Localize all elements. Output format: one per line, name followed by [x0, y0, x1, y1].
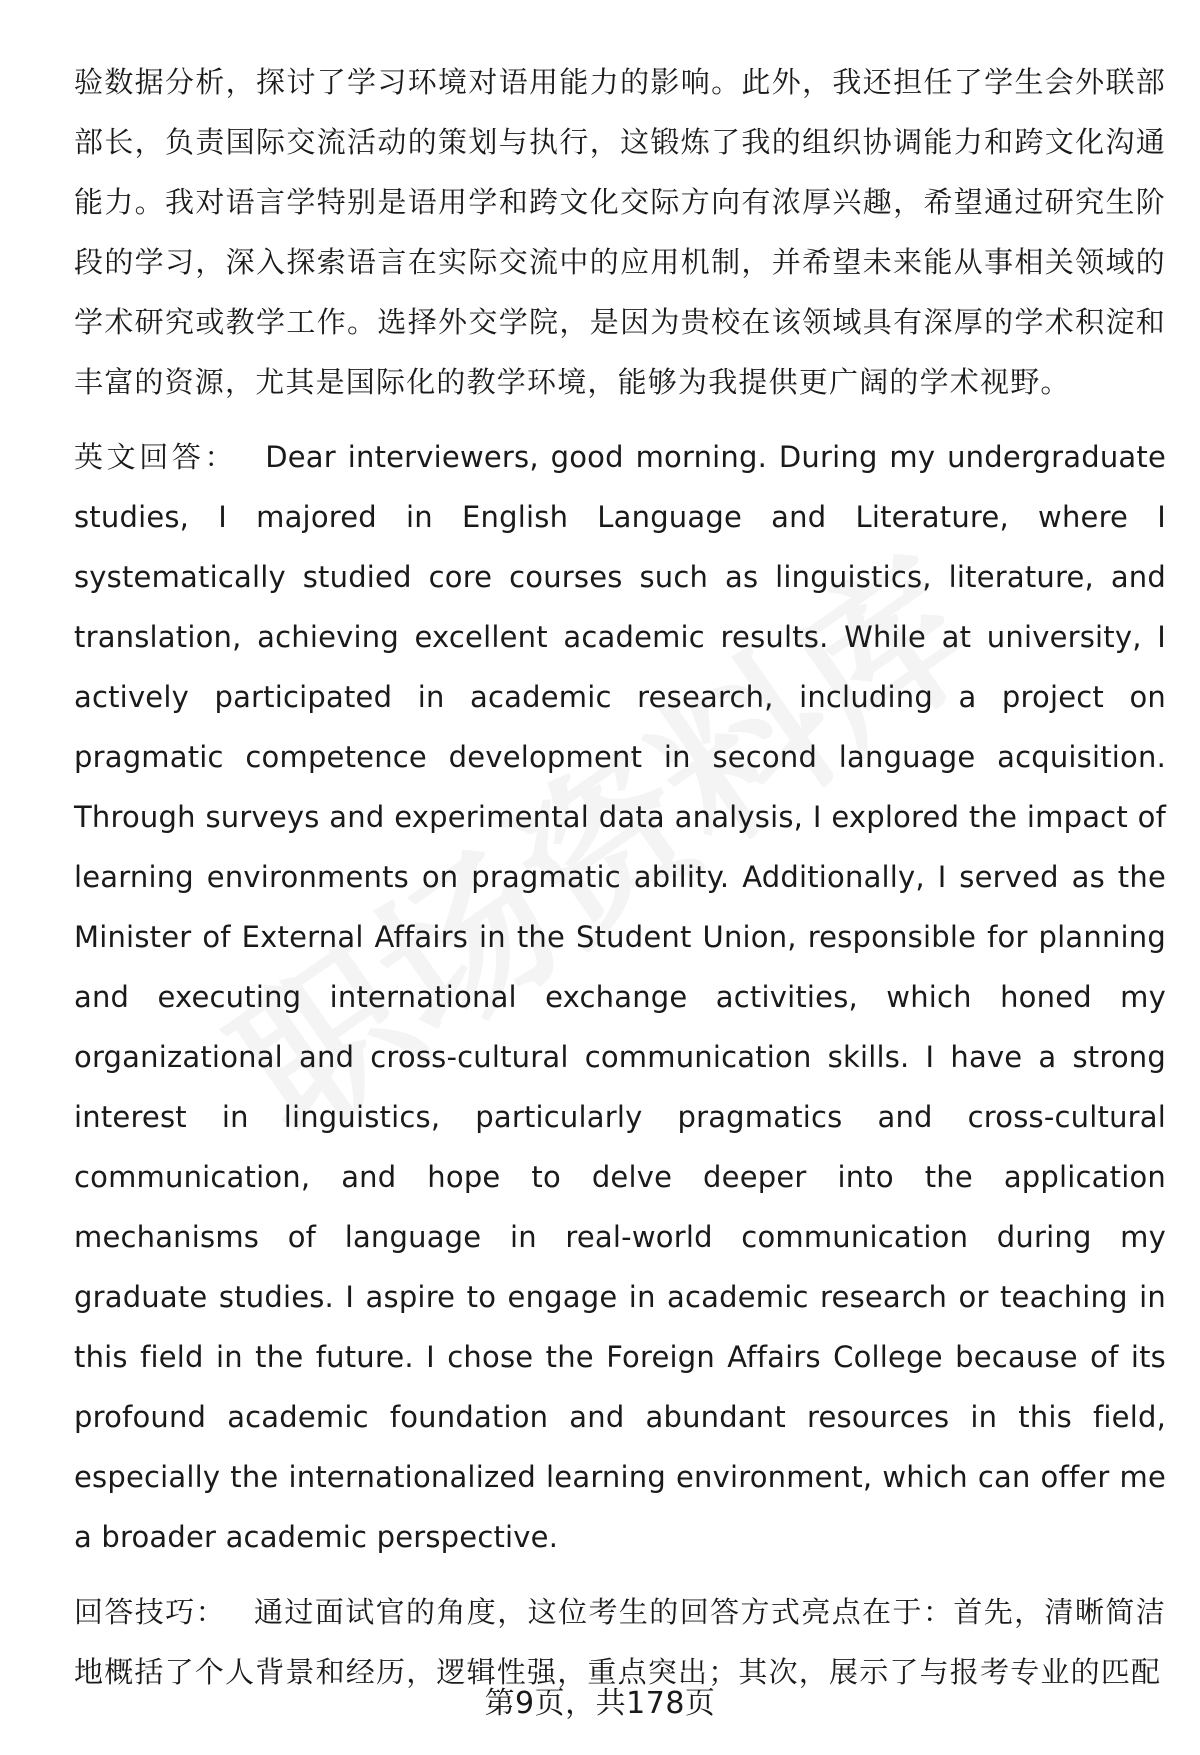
paragraph-english-answer [74, 427, 1166, 1567]
paragraph-label: 英文回答： [74, 440, 238, 474]
page-number: 第9页，共178页 [484, 1686, 716, 1721]
document-body [74, 52, 1166, 1702]
paragraph-text: 通过面试官的角度，这位考生的回答方式亮点在于：首先，清晰简洁地概括了个人背景和经历，逻辑性强，重点突出；其次，展示了与报考专业的匹配 [74, 1595, 1166, 1689]
paragraph-text: Dear interviewers, good morning. During my undergraduate studies, I majored in English Language and Literature, where I systematically studied core courses such as linguistics, literature, and translation, achieving excellent academic results. While at university, I actively participated in academic research, including a project on pragmatic competence development in second language acquisition. Through surveys and experimental data analysis, I explored the impact of learning environments on pragmatic ability. Additionally, I served as the Minister of External Affairs in the Student Union, responsible for planning and executing international exchange activities, which honed my organizational and cross-cultural communication skills. I have a strong interest in linguistics, particularly pragmatics and cross-cultural communication, and hope to delve deeper into the application mechanisms of language in real-world communication during my graduate studies. I aspire to engage in academic research or teaching in this field in the future. I chose the Foreign Affairs College because of its profound academic foundation and abundant resources in this field, especially the internationalized learning environment, which can offer me a broader academic perspective. [74, 440, 1166, 1554]
paragraph-chinese-answer [74, 52, 1166, 412]
paragraph-text: 验数据分析，探讨了学习环境对语用能力的影响。此外，我还担任了学生会外联部部长，负责国际交流活动的策划与执行，这锻炼了我的组织协调能力和跨文化沟通能力。我对语言学特别是语用学和跨文化交际方向有浓厚兴趣，希望通过研究生阶段的学习，深入探索语言在实际交流中的应用机制，并希望未来能从事相关领域的学术研究或教学工作。选择外交学院，是因为贵校在该领域具有深厚的学术积淀和丰富的资源，尤其是国际化的教学环境，能够为我提供更广阔的学术视野。 [74, 65, 1166, 399]
paragraph-label: 回答技巧： [74, 1595, 227, 1629]
